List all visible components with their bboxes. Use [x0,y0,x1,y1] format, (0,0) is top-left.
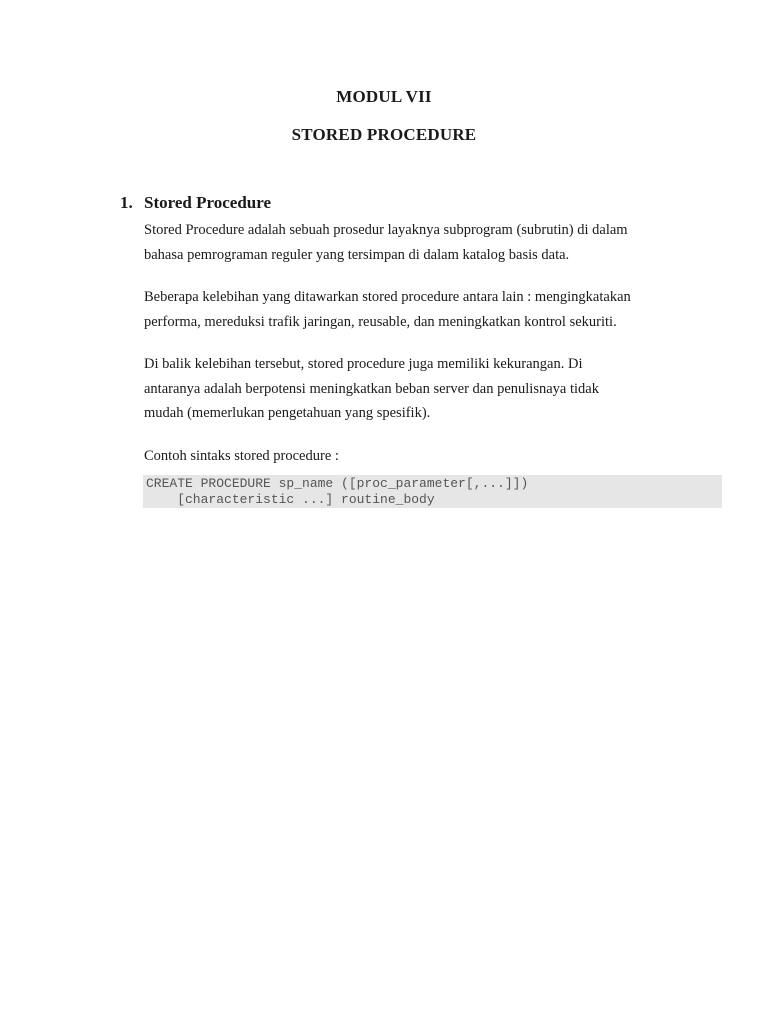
paragraph-definition [144,218,704,267]
section-number: 1. [120,193,133,212]
paragraph-advantages [144,285,704,334]
paragraph-line: performa, mereduksi trafik jaringan, reusable, dan meningkatkan kontrol sekuriti. [144,313,617,330]
paragraph-line: antaranya adalah berpotensi meningkatkan beban server dan penulisnaya tidak [144,380,599,397]
paragraph-line: Di balik kelebihan tersebut, stored procedure juga memiliki kekurangan. Di [144,356,583,372]
section-title: Stored Procedure [144,193,272,212]
paragraph-line: Stored Procedure adalah sebuah prosedur layaknya subprogram (subrutin) di dalam [144,222,628,238]
module-subtitle: STORED PROCEDURE [291,125,477,144]
paragraph-disadvantages [144,352,704,426]
module-title: MODUL VII [336,87,432,106]
paragraph-syntax-intro [144,444,704,469]
code-block [143,475,722,508]
code-line: [characteristic ...] routine_body [146,492,435,507]
paragraph-line: Beberapa kelebihan yang ditawarkan stored procedure antara lain : mengingkatakan [144,289,631,305]
paragraph-line: Contoh sintaks stored procedure : [144,448,339,464]
section-heading [120,193,271,213]
paragraph-line: mudah (memerlukan pengetahuan yang spesifik). [144,405,431,421]
code-line: CREATE PROCEDURE sp_name ([proc_parameter[,...]]) [146,476,529,491]
paragraph-line: bahasa pemrograman reguler yang tersimpan di dalam katalog basis data. [144,246,570,263]
